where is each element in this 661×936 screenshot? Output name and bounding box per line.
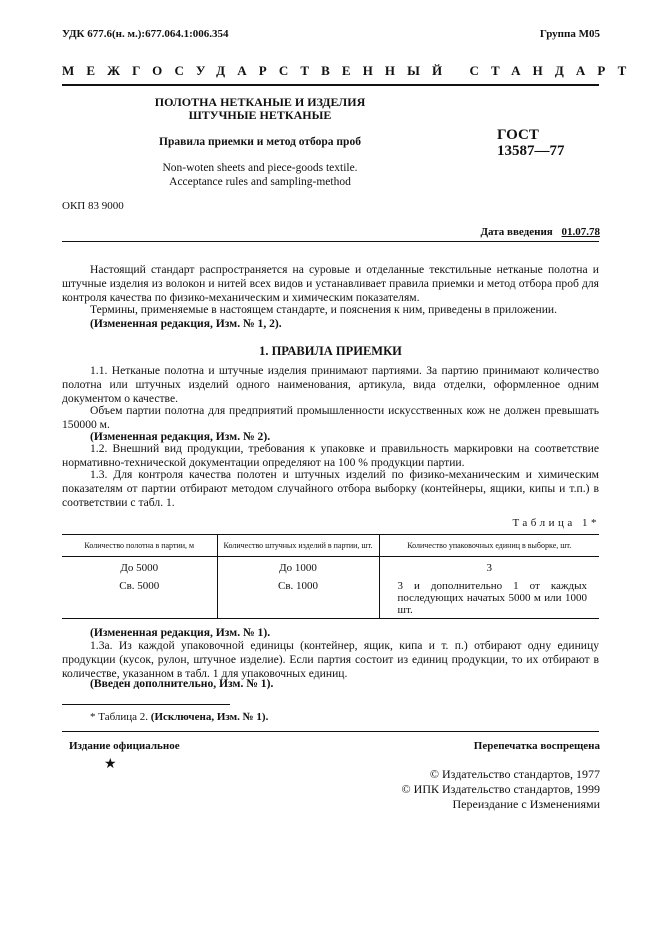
copyright-1999: © ИПК Издательство стандартов, 1999	[401, 782, 600, 796]
official-edition: Издание официальное	[69, 740, 180, 752]
table-cell: 3 и дополнительно 1 от каждых последующих начатых 5000 м или 1000 шт.	[379, 576, 599, 619]
copyright-1977: © Издательство стандартов, 1977	[429, 767, 600, 781]
addition-note: (Введен дополнительно, Изм. № 1).	[90, 677, 274, 690]
footnote-rule	[62, 704, 230, 705]
section-heading: 1. ПРАВИЛА ПРИЕМКИ	[259, 344, 402, 358]
terms-paragraph: Термины, применяемые в настоящем стандарте, и пояснения к ним, приведены в приложении.	[90, 303, 558, 316]
table-cell: Св. 5000	[62, 576, 217, 619]
intro-date-label: Дата введения	[480, 226, 553, 238]
table-header-items-qty: Количество штучных изделий в партии, шт.	[217, 535, 379, 557]
doc-title-line1: ПОЛОТНА НЕТКАНЫЕ И ИЗДЕЛИЯ	[154, 95, 366, 109]
revision-note-1: (Измененная редакция, Изм. № 1, 2).	[90, 317, 282, 330]
table-1	[62, 534, 599, 619]
udk-code: УДК 677.6(н. м.):677.064.1:006.354	[62, 28, 229, 40]
table-cell: Св. 1000	[217, 576, 379, 619]
clause-1-1-volume: Объем партии полотна для предприятий промышленности искусственных кож не должен превышать 150000 м.	[62, 404, 599, 431]
group-code: Группа М05	[539, 28, 600, 40]
footnote-prefix: * Таблица 2.	[90, 711, 149, 723]
standard-type-banner: МЕЖГОСУДАРСТВЕННЫЙ СТАНДАРТ	[62, 63, 639, 78]
doc-subtitle: Правила приемки и метод отбора проб	[159, 136, 361, 148]
clause-1-2: 1.2. Внешний вид продукции, требования к упаковке и правильность маркировки на соответствие нормативно-технической документации определяют на 100 % продукции партии.	[62, 442, 599, 469]
doc-title-en-line2: Acceptance rules and sampling-method	[169, 176, 351, 188]
table-cell: До 1000	[217, 557, 379, 577]
clause-1-1: 1.1. Нетканые полотна и штучные изделия принимают партиями. За партию принимают количество полотна или штучных изделий одного наименования, артикула, вида отделки, оформленное одним документом о качестве.	[62, 364, 599, 405]
reprint-prohibited: Перепечатка воспрещена	[473, 740, 600, 752]
clause-1-3a: 1.3а. Из каждой упаковочной единицы (контейнер, ящик, кипа и т. п.) отбирают одну единицу продукции (кусок, рулон, штучное изделие). Если партия состоит из единиц продукции, то их отбирают в количестве, указанном в табл. 1 для упаковочных единиц.	[62, 639, 599, 680]
gost-label: ГОСТ	[497, 127, 539, 143]
table-cell: До 5000	[120, 562, 159, 574]
table-row	[62, 557, 599, 577]
intro-date-value: 01.07.78	[561, 226, 600, 238]
footnote	[90, 711, 268, 723]
footnote-bold: (Исключена, Изм. № 1).	[150, 711, 269, 723]
doc-title-line2: ШТУЧНЫЕ НЕТКАНЫЕ	[188, 108, 332, 122]
table-caption: Таблица 1*	[512, 517, 600, 529]
clause-1-3: 1.3. Для контроля качества полотен и штучных изделий по физико-механическим и химическим показателям от партии отбирают методом случайного отбора выборку (контейнеры, ящики, кипы и т.п.) в соответствии с табл. 1.	[62, 468, 599, 509]
table-cell: 3	[379, 557, 599, 577]
reissue-note: Переиздание с Изменениями	[452, 797, 600, 811]
gost-number: 13587—77	[497, 143, 565, 159]
table-header-packages-qty: Количество упаковочных единиц в выборке, шт.	[379, 535, 599, 557]
intro-paragraph: Настоящий стандарт распространяется на суровые и отделанные текстильные нетканые полотна и штучные изделия из волокон и нитей всех видов и устанавливает правила приемки и метод отбора проб для контроля качества по физико-механическим и химическим показателям.	[62, 263, 599, 304]
table-row	[62, 576, 599, 619]
revision-note-2: (Измененная редакция, Изм. № 2).	[90, 430, 271, 443]
revision-note-3: (Измененная редакция, Изм. № 1).	[90, 626, 271, 639]
header-rule	[62, 84, 599, 86]
okp-code: ОКП 83 9000	[62, 200, 124, 212]
intro-date	[480, 226, 600, 238]
table-header-cloth-qty: Количество полотна в партии, м	[62, 535, 217, 557]
doc-title-en-line1: Non-woten sheets and piece-goods textile.	[162, 162, 358, 174]
footer-rule	[62, 731, 599, 732]
date-rule	[62, 241, 599, 242]
star-icon: ★	[104, 757, 117, 772]
